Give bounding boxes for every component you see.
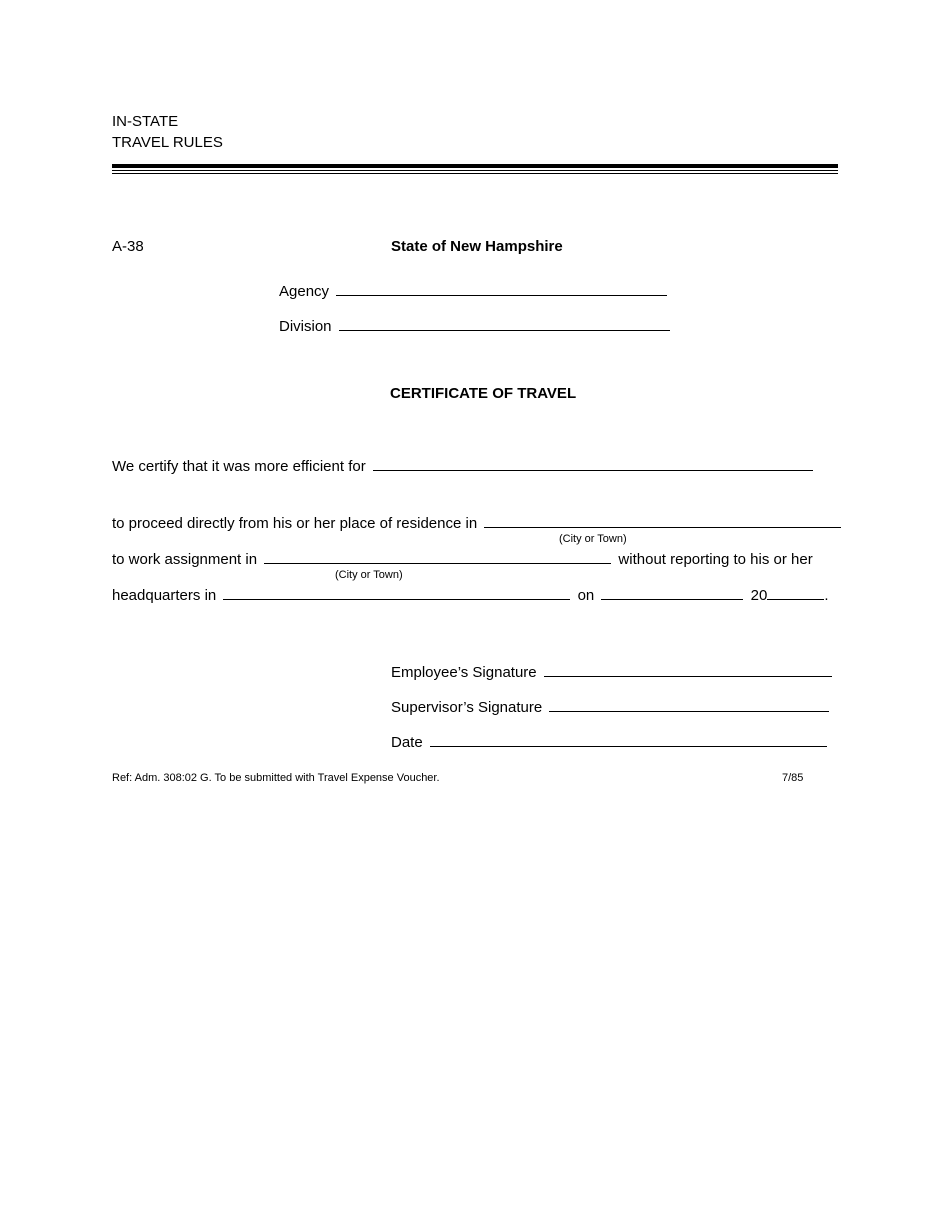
footer-revision: 7/85 (782, 772, 804, 784)
header-thin-rule-1 (112, 170, 838, 171)
employee-signature-field[interactable] (544, 661, 832, 677)
header-thick-rule (112, 164, 838, 168)
supervisor-signature-label: Supervisor’s Signature (391, 699, 543, 716)
residence-label: to proceed directly from his or her place of residence in (112, 515, 478, 532)
certify-label: We certify that it was more efficient for (112, 458, 366, 475)
assignment-field[interactable] (264, 548, 611, 564)
assignment-suffix: without reporting to his or her (618, 551, 813, 568)
residence-row (112, 512, 841, 533)
headquarters-label: headquarters in (112, 587, 217, 604)
assignment-hint: (City or Town) (335, 569, 403, 581)
assignment-row (112, 548, 813, 569)
year-field[interactable] (767, 584, 824, 600)
year-suffix: . (824, 587, 829, 604)
header-thin-rule-2 (112, 173, 838, 174)
on-label: on (577, 587, 595, 604)
employee-signature-label: Employee’s Signature (391, 664, 537, 681)
agency-label: Agency (279, 283, 330, 300)
residence-field[interactable] (484, 512, 841, 528)
header-line-1: IN-STATE (112, 113, 179, 130)
division-label: Division (279, 318, 332, 335)
agency-row (279, 280, 667, 301)
date-field[interactable] (430, 731, 827, 747)
date-label: Date (391, 734, 423, 751)
employee-signature-row (391, 661, 832, 682)
year-prefix: 20 (750, 587, 768, 604)
headquarters-field[interactable] (223, 584, 570, 600)
division-row (279, 315, 670, 336)
assignment-label: to work assignment in (112, 551, 258, 568)
supervisor-signature-row (391, 696, 829, 717)
date-row (391, 731, 827, 752)
form-code: A-38 (112, 238, 144, 255)
state-name: State of New Hampshire (391, 238, 563, 255)
division-field[interactable] (339, 315, 670, 331)
residence-hint: (City or Town) (559, 533, 627, 545)
employee-name-field[interactable] (373, 455, 813, 471)
footer-reference: Ref: Adm. 308:02 G. To be submitted with Travel Expense Voucher. (112, 772, 440, 784)
travel-date-field[interactable] (601, 584, 743, 600)
supervisor-signature-field[interactable] (549, 696, 829, 712)
headquarters-row (112, 584, 828, 605)
certificate-title: CERTIFICATE OF TRAVEL (390, 385, 577, 402)
header-line-2: TRAVEL RULES (112, 134, 223, 151)
agency-field[interactable] (336, 280, 667, 296)
certify-row (112, 455, 813, 476)
